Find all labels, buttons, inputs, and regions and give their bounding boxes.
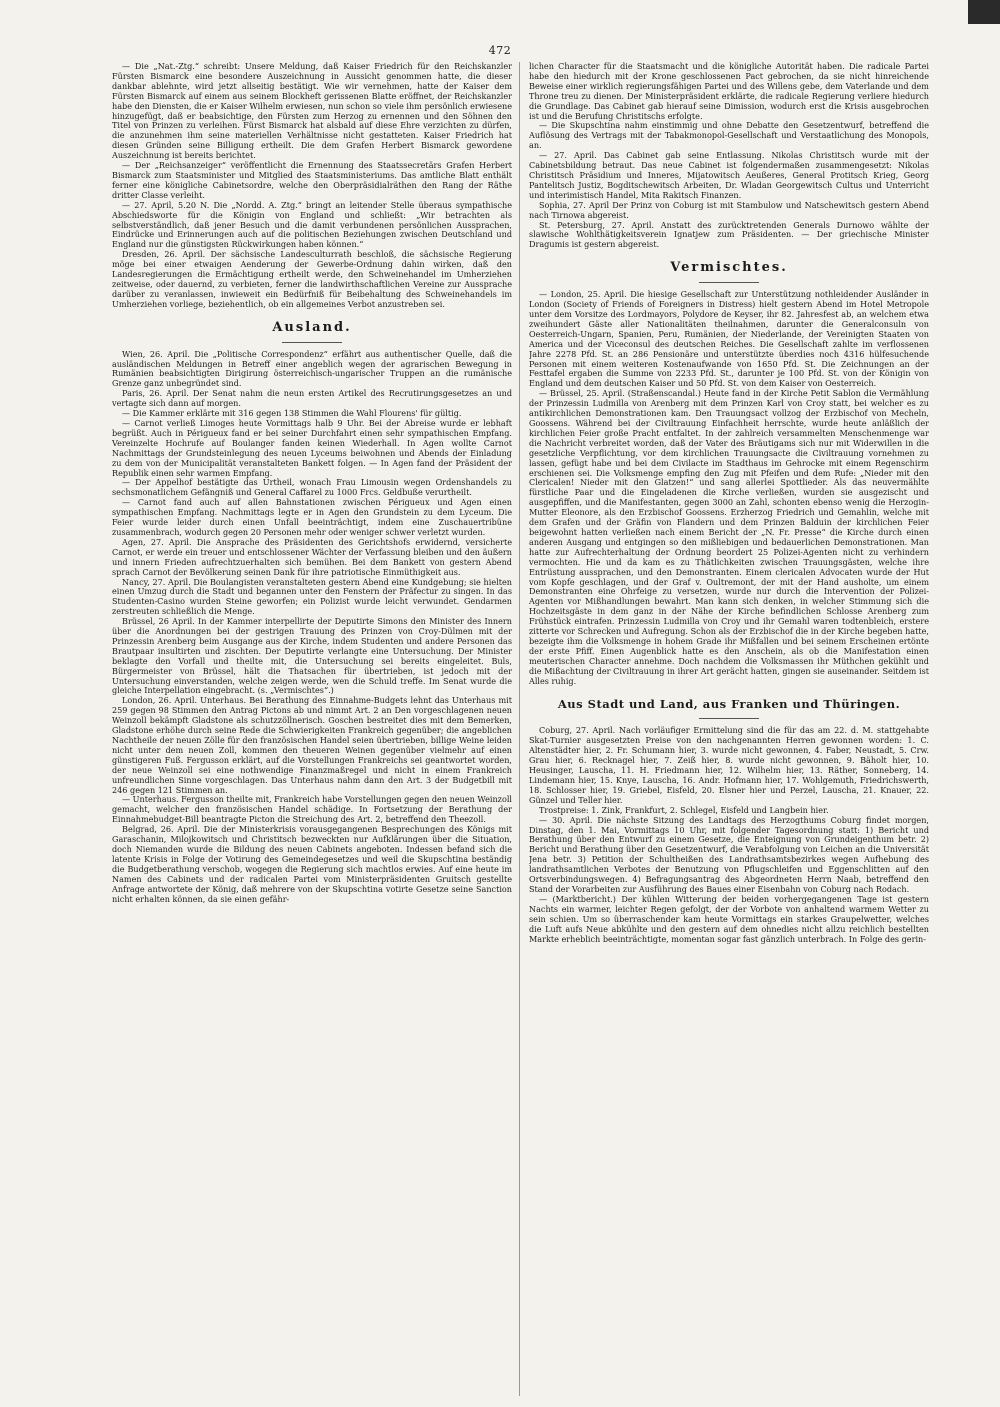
article-paragraph: Belgrad, 26. April. Die der Ministerkrisis vorausgegangenen Besprechungen des Königs mit Garaschanin, Milojkowitsch und Christitsch bezweckten nur Aufklärungen über die Situation, doch Niemanden wurde die Bildung des neuen Cabinets angeboten. Indessen befand sich die latente Krisis in Folge der Votirung des Gemeindegesetzes und weil die Skupschtina beständig die Budgetberathung verschob, wogegen die Regierung sich machtlos erwies. Auf eine heute im Namen des Cabinets und der radicalen Partei vom Ministerpräsidenten Gruitsch gestellte Anfrage antwortete der König, daß mehrere von der Skupschtina votirte Gesetze seine Sanction nicht erhalten können, da sie einen gefähr- — [112, 824, 512, 904]
article-paragraph: Agen, 27. April. Die Ansprache des Präsidenten des Gerichtshofs erwidernd, versicherte Carnot, er werde ein treuer und entschlossener Wächter der Verfassung bleiben und den äußern und innern Frieden aufrechtzuerhalten sich bemühen. Bei dem Bankett von gestern Abend sprach Carnot der Bevölkerung seinen Dank für ihre patriotische Einmüthigkeit aus. — [112, 536, 512, 577]
article-paragraph: London, 26. April. Unterhaus. Bei Berathung des Einnahme-Budgets lehnt das Unterhaus mit 259 gegen 98 Stimmen den Antrag Pictons ab und nimmt Art. 2 an Den vorgeschlagenen neuen Weinzoll bekämpft Gladstone als schutzzöllnerisch. Goschen bestreitet dies mit dem Bemerken, Gladstone erhöhe durch seine Rede die Schwierigkeiten Frankreich gegenüber; die angeblichen Nachtheile der neuen Zölle für den französischen Handel seien übertrieben, billige Weine leiden nicht unter dem neuen Zoll, kommen den theueren Weinen gegenüber vielmehr auf einen günstigeren Fuß. Fergusson erklärt, auf die Vorstellungen Frankreichs sei geantwortet worden, der neue Weinzoll sei eine nothwendige Finanzmaßregel und nicht in einem Frankreich unfreundlichen Sinne vorgeschlagen. Das Unterhaus nahm dann den Art. 3 der Budgetbill mit 246 gegen 121 Stimmen an. — [112, 695, 512, 795]
article-paragraph: — Der „Reichsanzeiger“ veröffentlicht die Ernennung des Staatssecretärs Grafen Herbert Bismarck zum Staatsminister und Mitglied des Staatsministeriums. Das amtliche Blatt enthält ferner eine königliche Cabinetsordre, welche den Oberpräsidialräthen den Rang der Räthe dritter Classe verleiht. — [112, 160, 512, 200]
article-paragraph: — 27. April, 5.20 N. Die „Nordd. A. Ztg.“ bringt an leitender Stelle überaus sympathische Abschiedsworte für die Königin von England und schließt: „Wir betrachten als selbstverständlich, daß jener Besuch und die damit verbundenen persönlichen Aussprachen, Eindrücke und Erinnerungen auch auf die politischen Beziehungen zwischen Deutschland und England nur die günstigsten Rückwirkungen haben können.“ — [112, 199, 512, 250]
section-heading-text: Vermischtes. — [670, 260, 788, 276]
right-column — [529, 62, 929, 1400]
article-paragraph: St. Petersburg, 27. April. Anstatt des zurücktretenden Generals Durnowo wählte der slawische Wohlthätigkeitsverein Ignatjew zum Präsidenten. — Der griechische Minister Dragumis ist gestern abgereist. — [529, 219, 929, 250]
article-paragraph: lichen Character für die Staatsmacht und die königliche Autorität haben. Die radicale Partei habe den hiedurch mit der Krone geschlossenen Pact gebrochen, da sie nicht hinreichende Beweise einer wirklich regierungsfähigen Partei und des Willens gebe, dem Vaterlande und dem Throne treu zu dienen. Der Ministerpräsident erklärte, die radicale Regierung verliere hiedurch die Grundlage. Das Cabinet gab hierauf seine Dimission, wodurch erst die Krisis ausgebrochen ist und die Berufung Christitschs erfolgte. — [529, 62, 929, 121]
column-rule — [519, 62, 520, 1396]
page-number: 472 — [488, 44, 512, 57]
article-paragraph: — Carnot verließ Limoges heute Vormittags halb 9 Uhr. Bei der Abreise wurde er lebhaft begrüßt. Auch in Périgueux fand er bei seiner Durchfahrt einen sehr sympathischen Empfang. Vereinzelte Hochrufe auf Boulanger fanden keinen Wiederhall. In Agen wollte Carnot Nachmittags der Grundsteinlegung des neuen Lyceums beiwohnen und Abends der Einladung zu dem von der Municipalität veranstalteten Bankett folgen. — In Agen fand der Präsident der Republik einen sehr warmen Empfang. — [112, 418, 512, 478]
section-heading-text: Aus Stadt und Land, aus Franken und Thüringen. — [557, 697, 901, 712]
article-paragraph: — Die Kammer erklärte mit 316 gegen 138 Stimmen die Wahl Flourens' für gültig. — [122, 408, 462, 419]
article-paragraph: Nancy, 27. April. Die Boulangisten veranstalteten gestern Abend eine Kundgebung; sie hielten einen Umzug durch die Stadt und begannen unter den Fenstern der Präfectur zu singen. In das Studenten-Casino wurden Steine geworfen; ein Polizist wurde leicht verwundet. Gendarmen zerstreuten schließlich die Menge. — [112, 576, 512, 617]
section-heading-vermischtes — [529, 260, 929, 283]
article-paragraph: — Die „Nat.-Ztg.“ schreibt: Unsere Meldung, daß Kaiser Friedrich für den Reichskanzler Fürsten Bismarck eine besondere Auszeichnung in Aussicht genommen hatte, die dieser dankbar ablehnte, wird jetzt allseitig bestätigt. Wie wir vernehmen, hatte der Kaiser dem Fürsten Bismarck auf einem aus seinem Blockheft gerissenen Blatte eröffnet, der Reichskanzler habe den Diensten, die er Kaiser Wilhelm erwiesen, nun schon so viele ihm persönlich erwiesene hinzugefügt, daß er beabsichtige, den Fürsten zum Herzog zu ernennen und den Söhnen den Titel von Prinzen zu verleihen. Fürst Bismarck hat alsbald auf diese Ehre verzichten zu dürfen, die anzunehmen ihm seine materiellen Verhältnisse nicht gestatteten. Kaiser Friedrich hat diesen Gründen seine Billigung ertheilt. Die dem Grafen Herbert Bismarck gewordene Auszeichnung ist bereits berichtet. — [112, 62, 512, 161]
article-paragraph: Wien, 26. April. Die „Politische Correspondenz“ erfährt aus authentischer Quelle, daß die ausländischen Meldungen in Betreff einer angeblich wegen der agrarischen Bewegung in Rumänien beabsichtigten Dirigirung österreichisch-ungarischer Truppen an die rumänische Grenze ganz unbegründet sind. — [112, 348, 512, 389]
article-paragraph: — Carnot fand auch auf allen Bahnstationen zwischen Périgueux und Agen einen sympathischen Empfang. Nachmittags legte er in Agen den Grundstein zu dem Lyceum. Die Feier wurde leider durch einen Unfall beeinträchtigt, indem eine Zuschauertribüne zusammenbrach, wodurch gegen 20 Personen mehr oder weniger schwer verletzt wurden. — [112, 497, 512, 537]
section-divider — [699, 282, 759, 283]
article-paragraph: Trostpreise: 1. Zink, Frankfurt, 2. Schlegel, Eisfeld und Langbein hier. — [539, 804, 829, 815]
article-paragraph: — Unterhaus. Fergusson theilte mit, Frankreich habe Vorstellungen gegen den neuen Weinzoll gemacht, welcher den französischen Handel schädige. In Fortsetzung der Berathung der Einnahmebudget-Bill beantragte Picton die Streichung des Art. 2, betreffend den Theezoll. — [112, 794, 512, 825]
scan-edge-mark — [968, 0, 1000, 24]
article-paragraph: — Der Appelhof bestätigte das Urtheil, wonach Frau Limousin wegen Ordenshandels zu sechsmonatlichem Gefängniß und General Caffarel zu 1000 Frcs. Geldbuße verurtheilt. — [112, 477, 512, 498]
article-paragraph: Dresden, 26. April. Der sächsische Landesculturrath beschloß, die sächsische Regierung möge bei einer etwaigen Aenderung der Gewerbe-Ordnung dahin wirken, daß den Landesregierungen die Ermächtigung ertheilt werde, den Schweinehandel im Umherziehen zeitweise, oder dauernd, zu verbieten, ferner die landwirthschaftlichen Vereine zur Aussprache darüber zu veranlassen, inwieweit ein Bedürfniß für Beibehaltung des Schweinehandels im Umherziehen vorliege, beziehentlich, ob ein allgemeines Verbot anzustreben sei. — [112, 249, 512, 309]
article-paragraph: — 30. April. Die nächste Sitzung des Landtags des Herzogthums Coburg findet morgen, Dinstag, den 1. Mai, Vormittags 10 Uhr, mit folgender Tagesordnung statt: 1) Bericht und Berathung über den Entwurf zu einem Gesetze, die Enteignung von Grundeigenthum betr. 2) Bericht und Berathung über den Gesetzentwurf, die Verabfolgung von Leichen an die Universität Jena betr. 3) Petition der Schultheißen des Landrathsamtsbezirkes wegen Aufhebung des landrathsamtlichen Verbotes der Benutzung von Pflugschleifen und Eggenschlitten auf den Ortsverbindungswegen. 4) Befragungsantrag des Abgeordneten Herrn Naab, betreffend den Stand der Vorarbeiten zur Ausführung des Baues einer Eisenbahn von Coburg nach Rodach. — [529, 814, 929, 894]
section-heading-text: Ausland. — [272, 319, 352, 335]
article-paragraph: Paris, 26. April. Der Senat nahm die neun ersten Artikel des Recrutirungsgesetzes an und vertagte sich dann auf morgen. — [112, 388, 512, 409]
section-heading-regional — [529, 696, 929, 719]
article-paragraph: Sophia, 27. April Der Prinz von Coburg ist mit Stambulow und Natschewitsch gestern Abend nach Tirnowa abgereist. — [529, 199, 929, 220]
article-paragraph: — London, 25. April. Die hiesige Gesellschaft zur Unterstützung nothleidender Ausländer in London (Society of Friends of Foreigners in Distress) hielt gestern Abend im Hotel Metropole unter dem Vorsitze des Lordmayors, Polydore de Keyser, ihr 82. Jahresfest ab, an welchem etwa zweihundert Gäste aller Nationalitäten theilnahmen, darunter die Generalconsuln von Oesterreich-Ungarn, Spanien, Peru, Rumänien, der Niederlande, der Vereinigten Staaten von America und der Viceconsul des deutschen Reiches. Die Gesellschaft zahlte im verflossenen Jahre 2278 Pfd. St. an 286 Pensionäre und unterstützte überdies noch 4316 hülfesuchende Personen mit einem weiteren Kostenaufwande von 1650 Pfd. St. Die Zeichnungen an der Festtafel ergaben die Summe von 2233 Pfd. St., darunter je 100 Pfd. St. von der Königin von England und dem deutschen Kaiser und 50 Pfd. St. von dem Kaiser von Oesterreich. — [529, 289, 929, 389]
article-paragraph: Coburg, 27. April. Nach vorläufiger Ermittelung sind die für das am 22. d. M. stattgehabte Skat-Turnier ausgesetzten Preise von den nachgenannten Herren gewonnen worden: 1. C. Altenstädter hier, 2. Fr. Schumann hier, 3. wurde nicht gewonnen, 4. Faber, Neustadt, 5. Crw. Grau hier, 6. Recknagel hier, 7. Zeiß hier, 8. wurde nicht gewonnen, 9. Bäholt hier, 10. Heusinger, Lauscha, 11. H. Friedmann hier, 12. Wilhelm hier, 13. Räther, Sonneberg, 14. Lindemann hier, 15. Knye, Lauscha, 16. Andr. Hofmann hier, 17. Wohlgemuth, Friedrichswerth, 18. Schlosser hier, 19. Griebel, Eisfeld, 20. Elsner hier und Perzel, Lauscha, 21. Knauer, 22. Günzel und Teller hier. — [529, 725, 929, 805]
article-paragraph: — 27. April. Das Cabinet gab seine Entlassung. Nikolas Christitsch wurde mit der Cabinetsbildung betraut. Das neue Cabinet ist folgendermaßen zusammengesetzt: Nikolas Christitsch Präsidium und Inneres, Mijatowitsch Aeußeres, General Protitsch Krieg, Georg Pantelitsch Justiz, Bogditschewitsch Arbeiten, Dr. Wladan Georgewitsch Cultus und Unterricht und interimistisch Handel, Mita Rakitsch Finanzen. — [529, 150, 929, 200]
article-paragraph: — Die Skupschtina nahm einstimmig und ohne Debatte den Gesetzentwurf, betreffend die Auflösung des Vertrags mit der Tabakmonopol-Gesellschaft und Verstaatlichung des Monopols, an. — [529, 120, 929, 151]
section-divider — [699, 718, 759, 719]
article-paragraph: Brüssel, 26 April. In der Kammer interpellirte der Deputirte Simons den Minister des Innern über die Anordnungen bei der gestrigen Trauung des Prinzen von Croy-Dülmen mit der Prinzessin Arenberg beim Ausgange aus der Kirche, indem Studenten und andere Personen das Brautpaar insultirten und zischten. Der Deputirte verlangte eine Untersuchung. Der Minister beklagte den Vorfall und theilte mit, die Untersuchung sei bereits eingeleitet. Buls, Bürgermeister von Brüssel, hält die Thatsachen für übertrieben, ist jedoch mit der Untersuchung einverstanden, welche zeigen werde, wen die Schuld treffe. Im Senat wurde die gleiche Interpellation eingebracht. (s. „Vermischtes“.) — [112, 616, 512, 696]
section-heading-ausland — [112, 320, 512, 343]
left-column — [112, 62, 512, 1400]
section-divider — [282, 342, 342, 343]
article-paragraph: — (Marktbericht.) Der kühlen Witterung der beiden vorhergegangenen Tage ist gestern Nachts ein warmer, leichter Regen gefolgt, der der Vorbote von anhaltend warmem Wetter zu sein schien. Um so überraschender kam heute Vormittags ein starkes Graupelwetter, welches die Luft aufs Neue abkühlte und den gestern auf dem ohnedies nicht allzu reichlich bestellten Markte erheblich beeinträchtigte, momentan sogar fast gänzlich unterbrach. In Folge des gerin- — [529, 893, 929, 944]
article-paragraph: — Brüssel, 25. April. (Straßenscandal.) Heute fand in der Kirche Petit Sablon die Vermählung der Prinzessin Ludmilla von Arenberg mit dem Prinzen Karl von Croy statt, bei welcher es zu antikirchlichen Demonstrationen kam. Den Trauungsact vollzog der Erzbischof von Mecheln, Goossens. Während bei der Civiltrauung Einfachheit herrschte, wurde heute anläßlich der kirchlichen Feier große Pracht entfaltet. In der zahlreich versammelten Menschenmenge war die Nachricht verbreitet worden, daß der Vater des Bräutigams sich nur mit Widerwillen in die gesetzliche Verpflichtung, vor dem kirchlichen Trauungsacte die Civiltrauung vornehmen zu lassen, gefügt habe und bei dem Civilacte im Stadthaus im Gehrocke mit einem Regenschirm erschienen sei. Die Volksmenge empfing den Zug mit Pfeifen und dem Rufe: „Nieder mit den Clericalen! Nieder mit den Glatzen!“ und sang allerlei Spottlieder. Als das neuvermählte fürstliche Paar und die Eingeladenen die Kirche verließen, wurden sie ausgezischt und ausgepfiffen, und die Manifestanten, gegen 3000 an Zahl, schonten ebenso wenig die Herzogin-Mutter Eleonore, als den Erzbischof Goossens. Erzherzog Friedrich und Gemahlin, welche mit dem Grafen und der Gräfin von Flandern und dem Prinzen Balduin der kirchlichen Feier beigewohnt hatten verließen nach einem Bericht der „N. Fr. Presse“ die Kirche durch einen anderen Ausgang und entgingen so den mißliebigen und bedauerlichen Demonstrationen. Man hatte zur Aufrechterhaltung der Ordnung beordert 25 Polizei-Agenten nicht zu verhindern vermochten. Hie und da kam es zu Thätlichkeiten zwischen Trauungsgästen, welche ihre Entrüstung aussprachen, und den Demonstranten. Einem clericalen Advocaten wurde der Hut vom Kopfe geschlagen, und der Graf v. Oultremont, der mit der Hand ausholte, um einem Demonstranten eine Ohrfeige zu versetzen, wurde nur durch die Intervention der Polizei-Agenten vor Mißhandlungen bewahrt. Man kann sich denken, in welcher Stimmung sich die Hochzeitsgäste in dem ganz in der Nähe der Kirche befindlichen Schlosse Arenberg zum Frühstück eintrafen. Prinzessin Ludmilla von Croy und ihr Gemahl waren todtenbleich, erstere zitterte vor Schrecken und Aufregung. Schon als der Erzbischof die in der Kirche begeben hatte, bezeigte ihm die Volksmenge in hohem Grade ihr Mißfallen und bei seinem Erscheinen ertönte der erste Pfiff. Einen Augenblick hatte es den Anschein, als ob die Manifestation einen meuterischen Character annehme. Doch nachdem die Volksmassen ihr Müthchen gekühlt und die Mißachtung der Civiltrauung in ihrer Art gerächt hatten, gingen sie auseinander. Seitdem ist Alles ruhig. — [529, 388, 929, 686]
